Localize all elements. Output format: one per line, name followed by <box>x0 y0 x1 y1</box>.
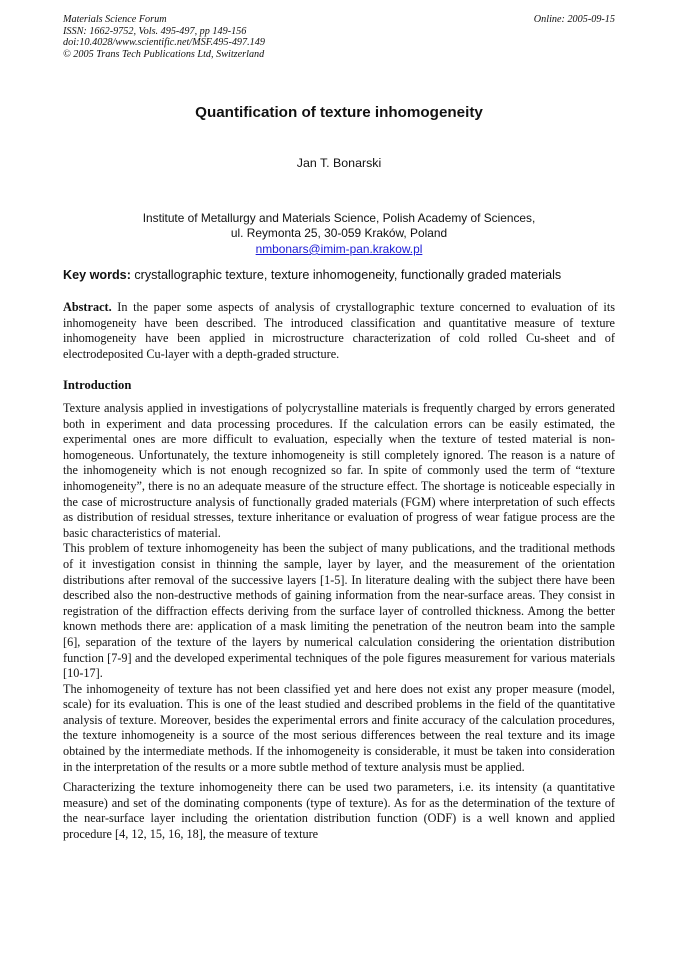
affiliation-institute: Institute of Metallurgy and Materials Science, Polish Academy of Sciences, <box>142 211 536 225</box>
online-date: Online: 2005-09-15 <box>533 14 615 25</box>
keywords <box>63 268 623 282</box>
keywords-text: crystallographic texture, texture inhomogeneity, functionally graded materials <box>130 268 562 282</box>
introduction-heading: Introduction <box>63 378 132 392</box>
journal-header <box>63 14 615 60</box>
doi-line: doi:10.4028/www.scientific.net/MSF.495-497.149 <box>63 37 265 49</box>
intro-paragraph: This problem of texture inhomogeneity has been the subject of many publications, and the traditional methods of it investigation consist in thinning the sample, layer by layer, and the measurement of the orientation distributions after removal of the successive layers [1-5]. In literature dealing with the subject there have been described also the non-destructive methods of gaining information from the near-surface areas. They consist in registration of the diffraction effects deriving from the surface layer of controlled thickness. Among the better known methods there are: application of a mask limiting the penetration of the neutron beam into the sample [6], separation of the texture of the layers by numerical calculation considering the orientation distribution function [7-9] and the developed experimental techniques of the pole figures measurement for various materials [10-17]. <box>63 541 615 681</box>
abstract-text: In the paper some aspects of analysis of crystallographic texture concerned to evaluation of its inhomogeneity have been described. The introduced classification and quantitative measure of texture inhomogeneity have been applied in microstructure characterization of cold rolled Cu-sheet and of electrodeposited Cu-layer with a depth-graded structure. <box>63 300 615 361</box>
author-email-link[interactable]: nmbonars@imim-pan.krakow.pl <box>255 241 423 256</box>
abstract-label: Abstract. <box>63 300 112 314</box>
affiliation <box>0 211 678 257</box>
keywords-label: Key words: <box>63 268 131 282</box>
intro-paragraph: Characterizing the texture inhomogeneity there can be used two parameters, i.e. its intensity (a quantitative measure) and set of the dominating components (type of texture). As for as the determination of the texture of the near-surface layer including the orientation distribution function (ODF) is a well known and applied procedure [4, 12, 15, 16, 18], the measure of texture <box>63 780 615 842</box>
issn-line: ISSN: 1662-9752, Vols. 495-497, pp 149-156 <box>63 25 247 37</box>
author-name: Jan T. Bonarski <box>296 156 382 170</box>
copyright-line: © 2005 Trans Tech Publications Ltd, Switzerland <box>63 48 265 60</box>
intro-paragraph: The inhomogeneity of texture has not been classified yet and here does not exist any proper measure (model, scale) for its evaluation. This is one of the least studied and described problems in the field of the quantitative analysis of texture. Moreover, besides the experimental errors and finite accuracy of the calculation procedures, the texture inhomogeneity is a source of the most serious differences between the real texture and its image obtained by the intermediate methods. If the inhomogeneity is considerable, it must be taken into consideration in the interpretation of the results or a more subtle method of texture analysis must be applied. <box>63 681 615 774</box>
intro-paragraph: Texture analysis applied in investigations of polycrystalline materials is frequently charged by errors generated both in experiment and data processing procedures. If the calculation errors can be easily estimated, the experimental ones are more difficult to evaluation, especially when the texture of tested material is non-homogeneous. Unfortunately, the texture inhomogeneity is still completely ignored. The reason is a nature of the inhomogeneity which is not enough recognized so far. In spite of commonly used the term of “texture inhomogeneity”, there is no an adequate measure of the structure effect. The shortage is noticeable especially in the case of microstructure analysis of functionally graded materials (FGM) where interpretation of such effects as distribution of residual stresses, texture inheritance or evaluation of progress of wear fatigue process are the basic characteristics of material. <box>63 401 615 540</box>
affiliation-address: ul. Reymonta 25, 30-059 Kraków, Poland <box>230 226 448 241</box>
introduction-body <box>63 401 615 843</box>
abstract <box>63 300 615 362</box>
journal-name: Materials Science Forum <box>63 14 167 25</box>
paper-title: Quantification of texture inhomogeneity <box>195 104 483 121</box>
